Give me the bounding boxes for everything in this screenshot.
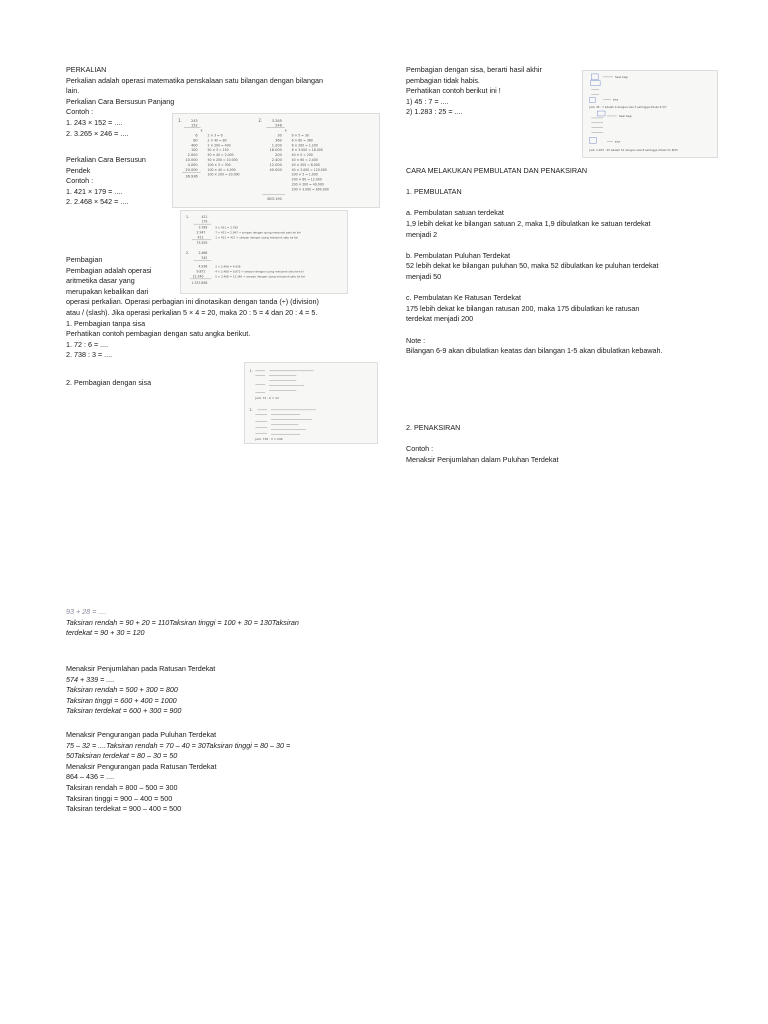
fig-step: 100 × 200 = 20.000 (207, 172, 240, 177)
fig-value: 12.340 (192, 274, 204, 279)
text-line: 52 lebih dekat ke bilangan puluhan 50, maka 52 dibulatkan ke puluhan terdekat (406, 261, 659, 271)
text-line: Menaksir Pengurangan pada Ratusan Terdekat (66, 761, 217, 771)
text-line: terdekat menjadi 200 (406, 314, 474, 324)
short2-column (190, 251, 211, 285)
fig-value: 3.265 (271, 118, 282, 123)
fig-note: 4 × 2.468 = 9.872 → simpan dengan ujung menjorok satu ke kiri (215, 269, 304, 274)
pembagian-sisa-heading (66, 378, 151, 389)
fig-value: 3.789 (198, 225, 208, 230)
taksiran-pengurangan (66, 730, 290, 815)
text-line: Perhatikan contoh berikut ini ! (406, 86, 501, 96)
fig-label: sisa (614, 139, 621, 144)
long-multiplication-figure (172, 113, 380, 208)
fig-num: 2. (249, 407, 253, 412)
fig-label: sisa (612, 97, 619, 102)
fig-caption: Jadi, 1.283 : 25 adalah 51 dengan sisa 8 sehingga ditulis 51 8/25 (589, 148, 678, 153)
text-line: pembagian tidak habis. (406, 75, 480, 85)
text-line: Pembagian (66, 255, 103, 264)
fig-note: 9 × 421 = 3.789 (215, 225, 238, 230)
penaksiran-section (406, 423, 559, 465)
division-no-remainder-figure (244, 362, 378, 444)
subsection-heading: 2. PENAKSIRAN (406, 423, 461, 432)
fig-value: 12.000 (269, 162, 282, 167)
fig-step: 2 × 200 = 400 (207, 143, 231, 148)
fig-value: 75.359 (196, 241, 208, 246)
fig-label: hasil bagi (614, 74, 628, 79)
text-line: 864 – 436 = .... (66, 772, 115, 782)
fig-num: 1. (178, 117, 182, 123)
fig-note: 5 × 2.468 = 12.340 → simpan dengan ujung menjorok satu ke kiri (215, 274, 306, 279)
text-line: aritmetika dasar yang (66, 276, 135, 286)
fig-step: 6 × 3.000 = 18.000 (291, 148, 323, 153)
fig-value: 421 (197, 235, 204, 240)
fig-step: 40 × 60 = 2.400 (291, 157, 318, 162)
text-line: Taksiran tinggi = 600 + 400 = 1000 (66, 695, 177, 705)
text-line: b. Pembulatan Puluhan Terdekat (406, 250, 511, 260)
subsection-heading: 1. PEMBULATAN (406, 187, 462, 197)
fig-caption: Jadi, 45 : 7 adalah 6 dengan sisa 3 sehingga ditulis 6 3/7 (589, 105, 667, 110)
fig-value: 20.000 (185, 167, 198, 172)
text-line: menjadi 2 (406, 229, 438, 239)
fig-value: 152 (190, 123, 198, 128)
division-no-remainder-svg (245, 363, 377, 443)
fig-step: 2 × 3 = 6 (207, 133, 223, 138)
text-line: 2. 738 : 3 = .... (66, 350, 113, 360)
text-line: Taksiran rendah = 90 + 20 = 110Taksiran tinggi = 100 + 30 = 130Taksiran (66, 617, 299, 627)
fig-step: 2 × 40 = 80 (207, 138, 227, 143)
text-line: Pendek (66, 165, 91, 175)
text-line: Perhatikan contoh pembagian dengan satu angka berikut. (66, 329, 251, 339)
text-line: 574 + 339 = .... (66, 674, 115, 684)
perkalian-pendek-section (66, 155, 146, 208)
fig-value: 2.947 (196, 230, 206, 235)
long-multiplication-svg (173, 114, 379, 207)
fig-value: 1.200 (271, 143, 282, 148)
fig-step: 40 × 3.000 = 120.000 (291, 167, 327, 172)
pembagian-sisa-intro (406, 65, 542, 118)
fig-value: 36.936 (185, 174, 198, 179)
fig-value: 4.936 (198, 264, 208, 269)
fig-num: 2. (258, 117, 263, 123)
pembulatan-section (406, 166, 663, 357)
fig-value: 4.000 (187, 162, 198, 167)
text-line: Menaksir Penjumlahan dalam Puluhan Terdekat (406, 454, 559, 464)
text-line: Taksiran tinggi = 900 – 400 = 500 (66, 793, 173, 803)
fig-step: 50 × 200 = 10.000 (207, 157, 238, 162)
fig-value: 80 (193, 138, 198, 143)
fig-value: 9.872 (196, 269, 206, 274)
fig-caption: Jadi, 738 : 3 = 246 (255, 437, 283, 442)
fig-value: 542 (201, 255, 208, 260)
text-line: 1. 421 × 179 = .... (66, 186, 123, 196)
mult2-steps (292, 134, 329, 192)
fig-step: 50 × 40 = 2.000 (207, 153, 234, 158)
text-line: Taksiran rendah = 500 + 300 = 800 (66, 685, 178, 695)
division-remainder-figure (582, 70, 718, 158)
text-line: Contoh : (66, 107, 94, 117)
fig-step: 40 × 5 = 200 (291, 153, 313, 158)
text-line: 93 + 28 = .... (66, 607, 107, 616)
fig-step: 6 × 5 = 30 (291, 133, 309, 138)
text-line: Taksiran rendah = 800 – 500 = 300 (66, 782, 178, 792)
fig-value: 6 (195, 133, 198, 138)
text-line: 1. 243 × 152 = .... (66, 117, 123, 127)
taksiran-ratusan (66, 664, 215, 717)
fig-step: 50 × 3 = 150 (207, 148, 229, 153)
fig-num: 1. (185, 214, 190, 219)
fig-value: 360 (275, 138, 282, 143)
fig-value: 40.000 (269, 167, 282, 172)
text-line: PERKALIAN (66, 65, 107, 74)
fig-value: 400 (190, 143, 198, 148)
fig-value: 200 (275, 153, 282, 158)
text-line: 175 lebih dekat ke bilangan ratusan 200, maka 175 dibulatkan ke ratusan (406, 303, 640, 313)
text-line: a. Pembulatan satuan terdekat (406, 208, 504, 218)
text-line: Perkalian Cara Bersusun (66, 155, 146, 164)
fig-value: 179 (201, 219, 208, 224)
text-line: Perkalian Cara Bersusun Panjang (66, 96, 175, 106)
fig-value: 2.000 (187, 153, 198, 158)
text-line: Taksiran terdekat = 600 + 300 = 900 (66, 706, 182, 716)
fig-value: 421 (201, 214, 208, 219)
text-line: 1,9 lebih dekat ke bilangan satuan 2, maka 1,9 dibulatkan ke satuan terdekat (406, 218, 651, 228)
mult1-steps (207, 134, 239, 177)
text-line: Contoh : (66, 176, 94, 186)
short1-notes (215, 226, 301, 240)
text-line: 1. 72 : 6 = .... (66, 339, 109, 349)
text-line: 2. Pembagian dengan sisa (66, 378, 152, 387)
fig-value: 100 (190, 148, 198, 153)
fig-caption: Jadi, 72 : 6 = 12 (255, 396, 279, 401)
text-line: 2. 2.468 × 542 = .... (66, 197, 129, 207)
short2-notes (215, 265, 305, 279)
fig-step: 6 × 60 = 360 (291, 138, 313, 143)
text-line: Pembagian dengan sisa, berarti hasil akhir (406, 65, 542, 74)
text-line: menjadi 50 (406, 271, 442, 281)
fig-value: 243 (190, 118, 198, 123)
text-line: Perkalian adalah operasi matematika penskalaan satu bilangan dengan bilangan (66, 75, 323, 85)
fig-step: 200 × 200 = 40.000 (291, 182, 324, 187)
text-line: operasi perkalian. Operasi perbagian ini dinotasikan dengan tanda (÷) (division) (66, 297, 319, 307)
text-line: Menaksir Penjumlahan pada Ratusan Terdekat (66, 664, 216, 673)
fig-step: 6 × 200 = 1.200 (291, 143, 318, 148)
text-line: 2) 1.283 : 25 = .... (406, 107, 463, 117)
division-strokes (255, 371, 315, 434)
fig-step: 200 × 3.000 = 600.000 (291, 187, 329, 192)
text-line: c. Pembulatan Ke Ratusan Terdekat (406, 293, 521, 303)
text-line: 1) 45 : 7 = .... (406, 96, 449, 106)
fig-value: 18.000 (269, 148, 282, 153)
text-line: Menaksir Pengurangan pada Puluhan Terdekat (66, 730, 217, 739)
fig-value: 2.468 (198, 250, 208, 255)
fig-num: 2. (185, 250, 190, 255)
text-line: 1. Pembagian tanpa sisa (66, 318, 146, 328)
text-line: 75 – 32 = ....Taksiran rendah = 70 – 40 = 30Taksiran tinggi = 80 – 30 = (66, 740, 291, 750)
fig-num: 1. (249, 368, 253, 373)
fig-step: 100 × 40 = 4.000 (207, 167, 236, 172)
fig-note: 7 × 421 = 2.947 → simpan dengan ujung menjorok satu ke kiri (215, 230, 301, 235)
text-line: lain. (66, 86, 80, 96)
short1-column (192, 215, 212, 245)
mult1-column (182, 119, 203, 179)
text-line: atau / (slash). Jika operasi perkalian 5 × 4 = 20, maka 20 : 5 = 4 dan 20 : 4 = 5. (66, 307, 318, 317)
fig-value: 1.337.656 (191, 281, 208, 286)
fig-label: hasil bagi (618, 113, 632, 118)
short-multiplication-figure (180, 210, 348, 294)
fig-value: 803.190 (267, 197, 282, 202)
fig-step: 100 × 3 = 300 (207, 162, 231, 167)
mult2-column (262, 119, 286, 201)
taksiran-puluhan (66, 607, 299, 639)
fig-step: 40 × 200 = 8.000 (291, 162, 320, 167)
text-line: 50Taksiran terdekat = 80 – 30 = 50 (66, 751, 178, 761)
text-line: Pembagian adalah operasi (66, 265, 152, 275)
section-heading: CARA MELAKUKAN PEMBULATAN DAN PENAKSIRAN (406, 166, 588, 175)
text-line: Bilangan 6-9 akan dibulatkan keatas dan bilangan 1-5 akan dibulatkan kebawah. (406, 346, 663, 356)
text-line: terdekat = 90 + 30 = 120 (66, 628, 145, 638)
division-remainder-svg (583, 71, 717, 157)
text-line: Contoh : (406, 444, 434, 454)
fig-note: 2 × 2.468 = 4.936 (215, 264, 241, 269)
fig-value: 246 (275, 123, 282, 128)
text-line: Taksiran terdekat = 900 – 400 = 500 (66, 804, 182, 814)
fig-value: x (200, 128, 203, 133)
short-multiplication-svg (181, 211, 347, 293)
fig-value: 2.400 (271, 157, 282, 162)
text-line: Note : (406, 335, 426, 345)
text-line: merupakan kebalikan dari (66, 286, 149, 296)
text-line: 2. 3.265 × 246 = .... (66, 128, 129, 138)
fig-value: 10.000 (185, 157, 198, 162)
fig-step: 200 × 60 = 12.000 (291, 177, 322, 182)
fig-value: 30 (277, 133, 282, 138)
fig-value: x (284, 128, 287, 133)
fig-step: 200 × 5 = 1.000 (291, 172, 318, 177)
fig-note: 1 × 421 = 421 → simpan dengan ujung menjorok satu ke kiri (215, 235, 299, 240)
